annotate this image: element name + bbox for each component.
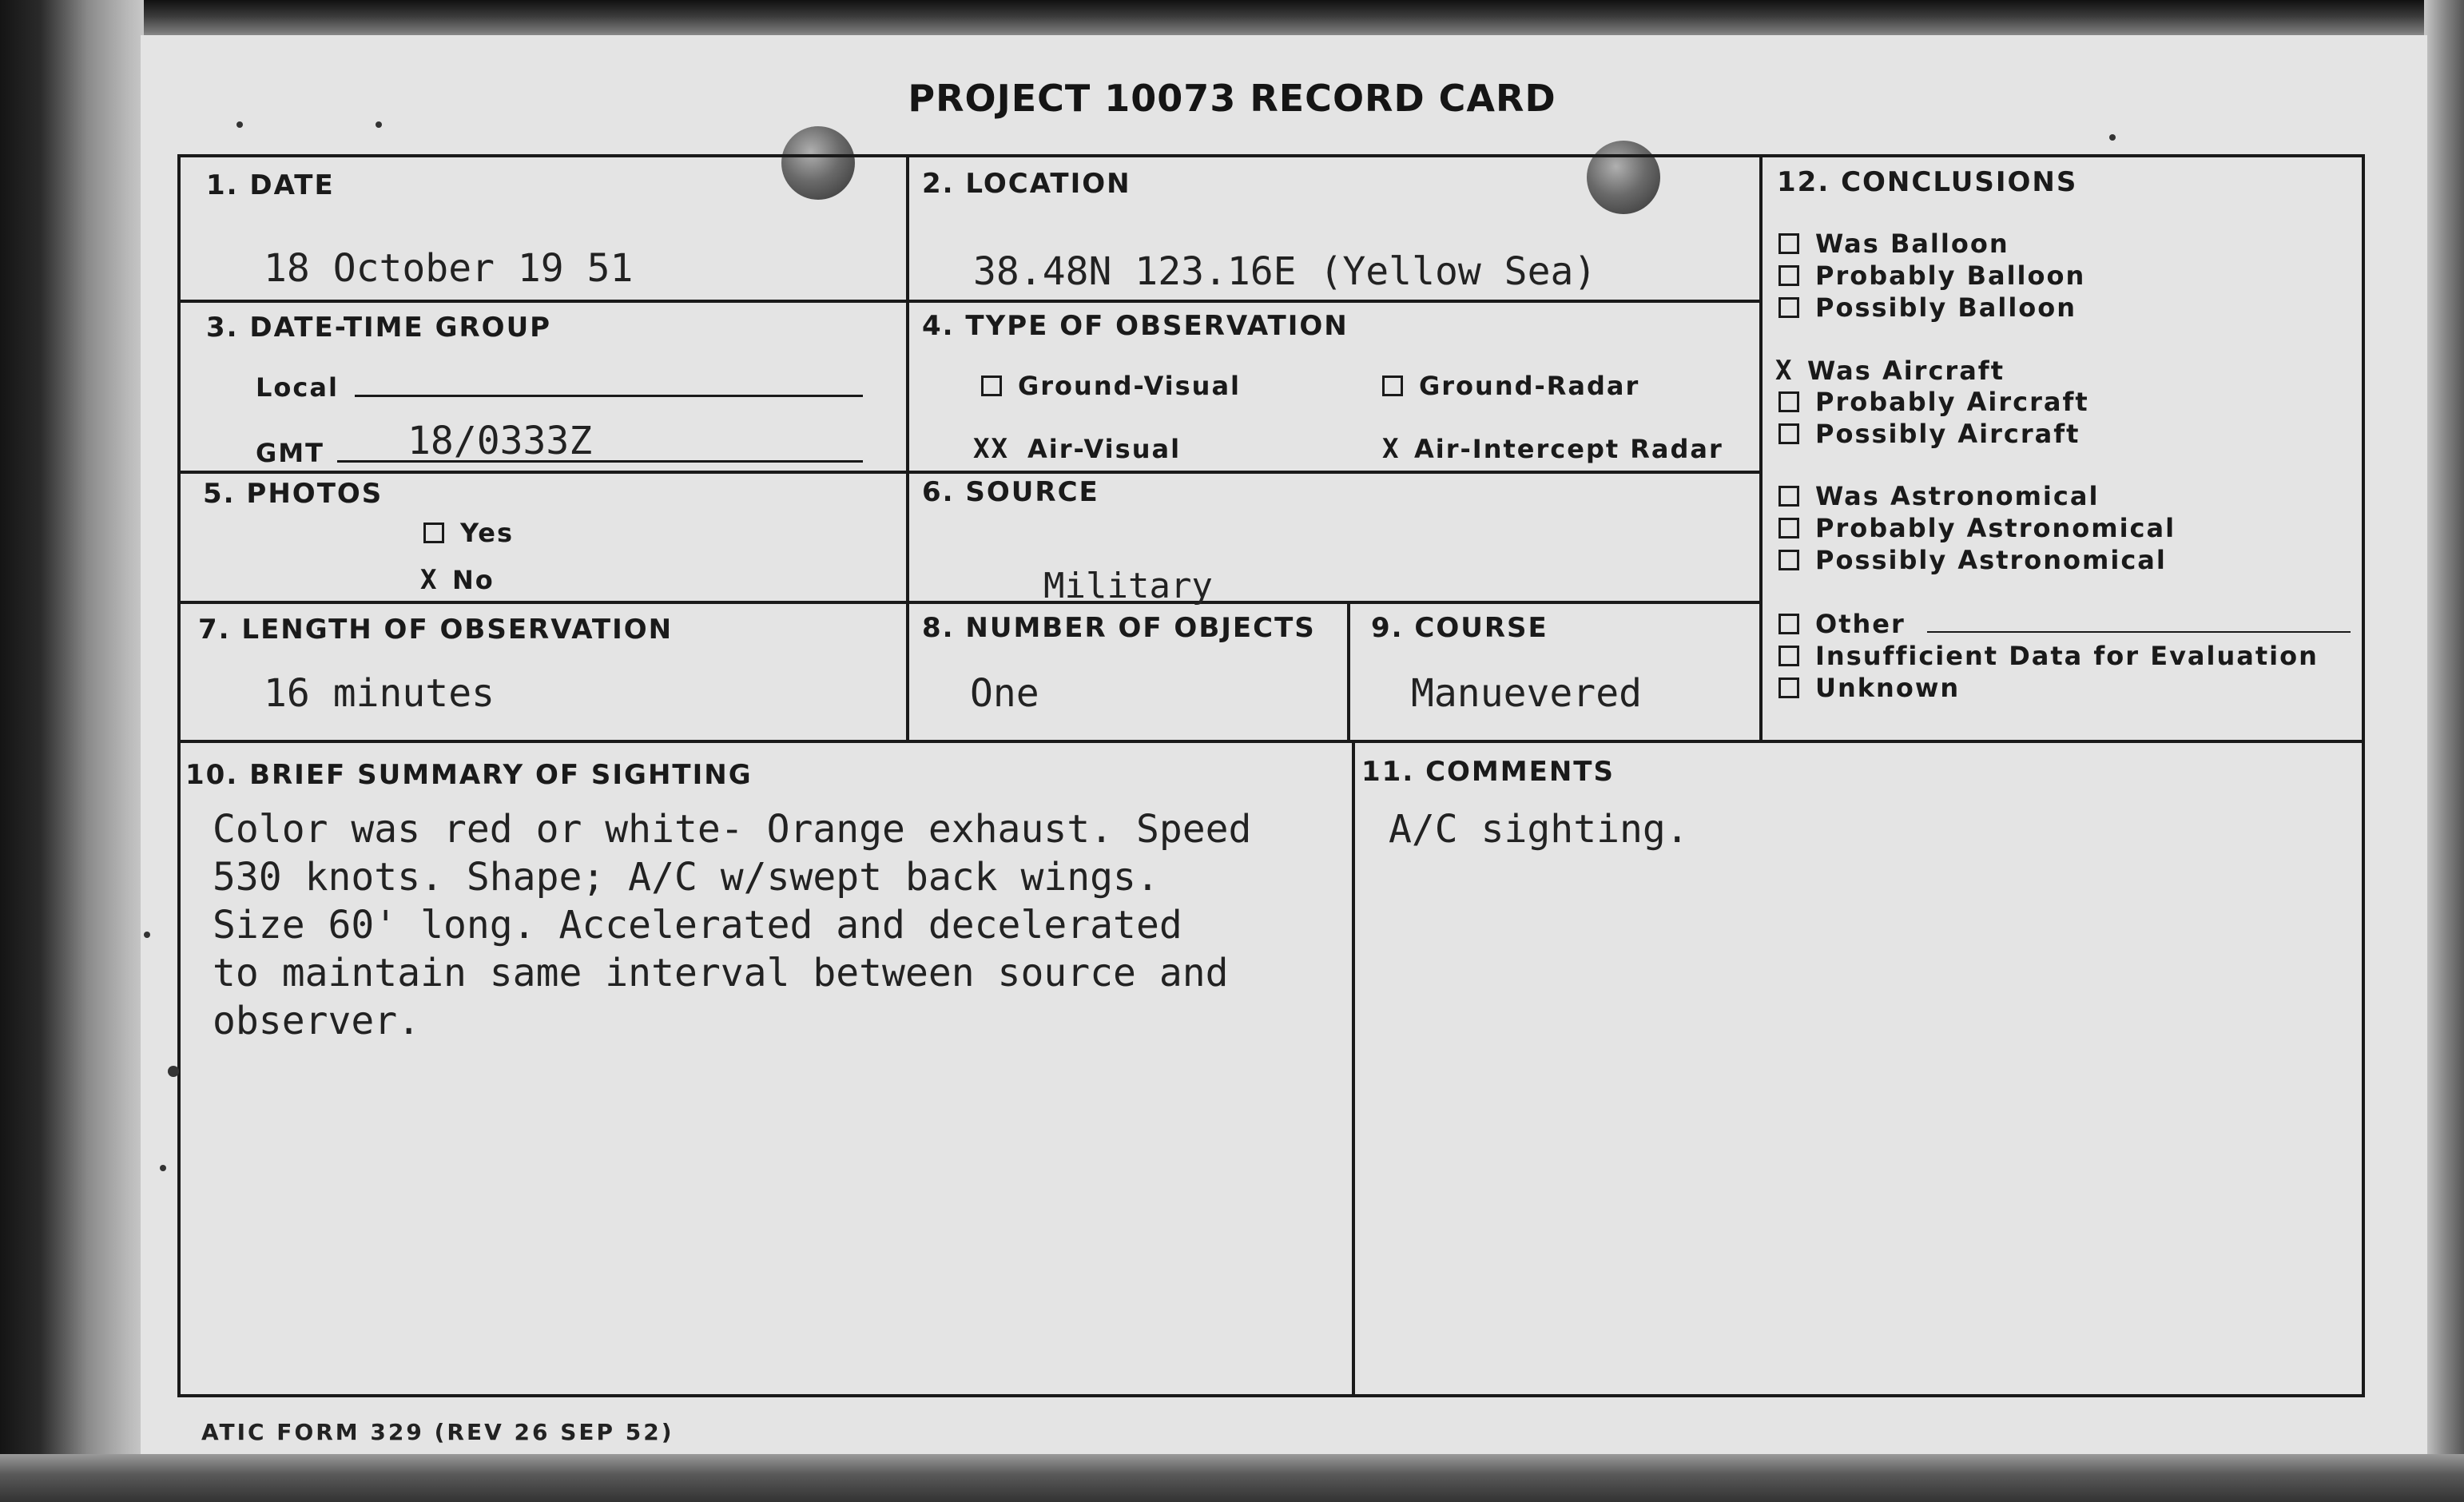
dtg-gmt-value: 18/0333Z bbox=[407, 419, 593, 463]
comments-value: A/C sighting. bbox=[1389, 807, 1689, 852]
conclusion-possibly-astronomical: Possibly Astronomical bbox=[1778, 545, 2167, 575]
checkbox-empty-icon bbox=[1778, 265, 1799, 286]
scan-edge-bottom bbox=[0, 1454, 2464, 1502]
conclusion-probably-aircraft: Probably Aircraft bbox=[1778, 387, 2089, 417]
conclusion-possibly-balloon: Possibly Balloon bbox=[1778, 292, 2077, 323]
photos-no-text: No bbox=[452, 565, 495, 595]
dtg-label: 3. DATE-TIME GROUP bbox=[206, 312, 552, 344]
checkbox-checked-mark: X bbox=[1382, 433, 1401, 465]
date-label: 1. DATE bbox=[206, 169, 335, 201]
source-label: 6. SOURCE bbox=[922, 476, 1099, 508]
summary-label: 10. BRIEF SUMMARY OF SIGHTING bbox=[185, 759, 753, 791]
summary-text bbox=[213, 805, 1347, 1045]
air-visual-option bbox=[973, 433, 1181, 465]
rule-col-d bbox=[1352, 740, 1355, 1397]
conclusion-other-line bbox=[1927, 631, 2351, 633]
conclusions-label: 12. CONCLUSIONS bbox=[1777, 166, 2078, 198]
comments-label: 11. COMMENTS bbox=[1361, 756, 1615, 788]
date-value: 18 October 19 51 bbox=[264, 246, 634, 291]
card-title: PROJECT 10073 RECORD CARD bbox=[908, 77, 1556, 120]
summary-line: Color was red or white- Orange exhaust. Speed bbox=[213, 807, 1252, 852]
checkbox-empty-icon bbox=[1382, 376, 1403, 396]
scan-speck bbox=[144, 932, 150, 938]
checkbox-empty-icon bbox=[1778, 646, 1799, 666]
photos-yes-text: Yes bbox=[460, 518, 514, 548]
photos-yes-option bbox=[423, 518, 514, 548]
checkbox-empty-icon bbox=[1778, 518, 1799, 538]
dtg-local-line bbox=[355, 395, 863, 397]
conclusion-was-aircraft: X Was Aircraft bbox=[1775, 355, 2005, 387]
rule-col-a bbox=[906, 154, 909, 741]
scan-speck bbox=[2109, 134, 2116, 141]
checkbox-empty-icon bbox=[1778, 233, 1799, 254]
rule-row4 bbox=[177, 740, 2365, 743]
summary-line: 530 knots. Shape; A/C w/swept back wings. bbox=[213, 855, 1159, 900]
conclusion-probably-astronomical: Probably Astronomical bbox=[1778, 513, 2176, 543]
conclusion-insufficient-data: Insufficient Data for Evaluation bbox=[1778, 641, 2319, 671]
course-value: Manuevered bbox=[1411, 671, 1642, 716]
checkbox-empty-icon bbox=[1778, 550, 1799, 570]
summary-line: observer. bbox=[213, 999, 421, 1043]
scan-edge-top bbox=[0, 0, 2464, 38]
summary-line: Size 60' long. Accelerated and decelerated bbox=[213, 903, 1182, 948]
photos-label: 5. PHOTOS bbox=[203, 478, 384, 510]
air-visual-text: Air-Visual bbox=[1027, 434, 1182, 464]
conclusion-probably-balloon: Probably Balloon bbox=[1778, 260, 2085, 291]
checkbox-empty-icon bbox=[1778, 486, 1799, 507]
objects-label: 8. NUMBER OF OBJECTS bbox=[922, 612, 1316, 644]
photos-no-option bbox=[420, 564, 495, 596]
rule-row3 bbox=[177, 601, 1761, 604]
conclusion-possibly-aircraft: Possibly Aircraft bbox=[1778, 419, 2080, 449]
air-intercept-option bbox=[1382, 433, 1723, 465]
dtg-local-label: Local bbox=[256, 372, 339, 403]
checkbox-empty-icon bbox=[423, 523, 444, 543]
summary-line: to maintain same interval between source and bbox=[213, 951, 1229, 995]
ground-radar-text: Ground-Radar bbox=[1419, 371, 1640, 401]
checkbox-empty-icon bbox=[1778, 391, 1799, 412]
length-label: 7. LENGTH OF OBSERVATION bbox=[198, 614, 674, 646]
checkbox-checked-mark: X bbox=[420, 564, 439, 596]
rule-col-c bbox=[1347, 601, 1350, 741]
observation-type-label: 4. TYPE OF OBSERVATION bbox=[922, 310, 1349, 342]
scan-speck bbox=[376, 121, 382, 128]
form-number: ATIC FORM 329 (REV 26 SEP 52) bbox=[201, 1419, 674, 1445]
checkbox-empty-icon bbox=[1778, 614, 1799, 634]
scan-edge-right bbox=[2424, 0, 2464, 1502]
checkbox-checked-mark: XX bbox=[973, 433, 1009, 465]
location-label: 2. LOCATION bbox=[922, 168, 1131, 200]
scan-edge-left bbox=[0, 0, 144, 1502]
location-value: 38.48N 123.16E (Yellow Sea) bbox=[973, 249, 1597, 294]
conclusion-other: Other bbox=[1778, 609, 1906, 639]
checkbox-empty-icon bbox=[981, 376, 1002, 396]
source-value: Military bbox=[1043, 566, 1213, 606]
conclusion-was-balloon: Was Balloon bbox=[1778, 228, 2009, 259]
ground-radar-option bbox=[1382, 371, 1639, 401]
course-label: 9. COURSE bbox=[1371, 612, 1548, 644]
rule-row1 bbox=[177, 300, 1761, 303]
checkbox-empty-icon bbox=[1778, 677, 1799, 698]
ground-visual-text: Ground-Visual bbox=[1018, 371, 1242, 401]
rule-row2 bbox=[177, 471, 1761, 474]
checkbox-empty-icon bbox=[1778, 423, 1799, 444]
length-value: 16 minutes bbox=[264, 671, 495, 716]
air-intercept-text: Air-Intercept Radar bbox=[1414, 434, 1723, 464]
conclusion-unknown: Unknown bbox=[1778, 673, 1960, 703]
dtg-gmt-label: GMT bbox=[256, 438, 324, 468]
checkbox-checked-mark: X bbox=[1775, 355, 1794, 387]
rule-col-b bbox=[1759, 154, 1763, 741]
checkbox-empty-icon bbox=[1778, 297, 1799, 318]
objects-value: One bbox=[970, 671, 1039, 716]
scan-speck bbox=[160, 1165, 166, 1171]
ground-visual-option bbox=[981, 371, 1241, 401]
scan-speck bbox=[168, 1066, 179, 1077]
conclusion-was-astronomical: Was Astronomical bbox=[1778, 481, 2099, 511]
scan-speck bbox=[236, 121, 243, 128]
